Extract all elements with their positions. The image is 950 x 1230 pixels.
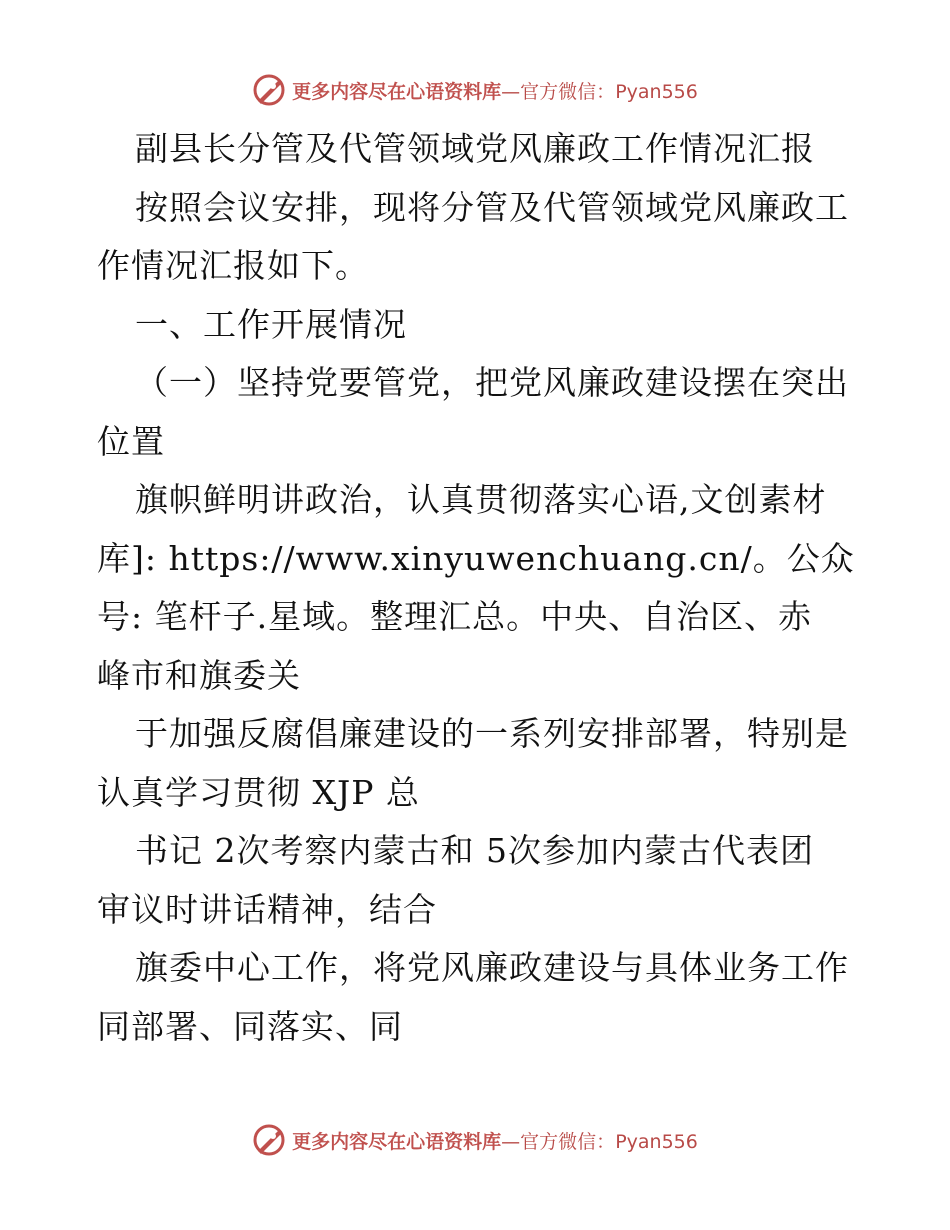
document-line: 作情况汇报如下。: [97, 246, 369, 285]
document-line: 按照会议安排，现将分管及代管领域党风廉政工: [135, 187, 849, 227]
document-line: （一）坚持党要管党，把党风廉政建设摆在突出: [135, 363, 849, 402]
pen-logo-icon: [252, 1123, 286, 1157]
document-line: 位置: [97, 421, 165, 461]
header-wechat-id: Pyan556: [615, 80, 698, 103]
document-line: 旗帜鲜明讲政治，认真贯彻落实心语,文创素材: [135, 480, 827, 519]
footer-wechat-label: 官方微信：: [520, 1130, 616, 1153]
header-banner-content: [252, 73, 698, 107]
document-line: 一、工作开展情况: [135, 304, 407, 344]
header-wechat-label: 官方微信：: [520, 80, 616, 103]
pen-logo-icon: [252, 73, 286, 107]
footer-brand-text: 更多内容尽在心语资料库: [292, 1130, 502, 1153]
footer-banner: [0, 1120, 950, 1160]
document-line: 认真学习贯彻 XJP 总: [97, 772, 420, 812]
document-body: [97, 120, 857, 1056]
footer-separator: —: [501, 1130, 521, 1153]
document-line: 号: 笔杆子.星域。整理汇总。中央、自治区、赤: [97, 597, 813, 636]
header-brand-text: 更多内容尽在心语资料库: [292, 80, 502, 103]
footer-wechat-id: Pyan556: [615, 1130, 698, 1153]
document-line: 于加强反腐倡廉建设的一系列安排部署，特别是: [135, 714, 849, 753]
document-line: 书记 2次考察内蒙古和 5次参加内蒙古代表团: [135, 831, 814, 870]
document-line: 副县长分管及代管领域党风廉政工作情况汇报: [135, 129, 815, 168]
footer-banner-content: [252, 1123, 698, 1157]
header-banner: [0, 70, 950, 110]
document-line: 库]: https://www.xinyuwenchuang.cn/。公众: [97, 538, 855, 578]
document-line: 同部署、同落实、同: [97, 1006, 403, 1046]
document-line: 审议时讲话精神，结合: [97, 889, 437, 929]
document-line: 旗委中心工作，将党风廉政建设与具体业务工作: [135, 948, 849, 987]
document-line: 峰市和旗委关: [97, 655, 301, 695]
header-separator: —: [501, 80, 521, 103]
